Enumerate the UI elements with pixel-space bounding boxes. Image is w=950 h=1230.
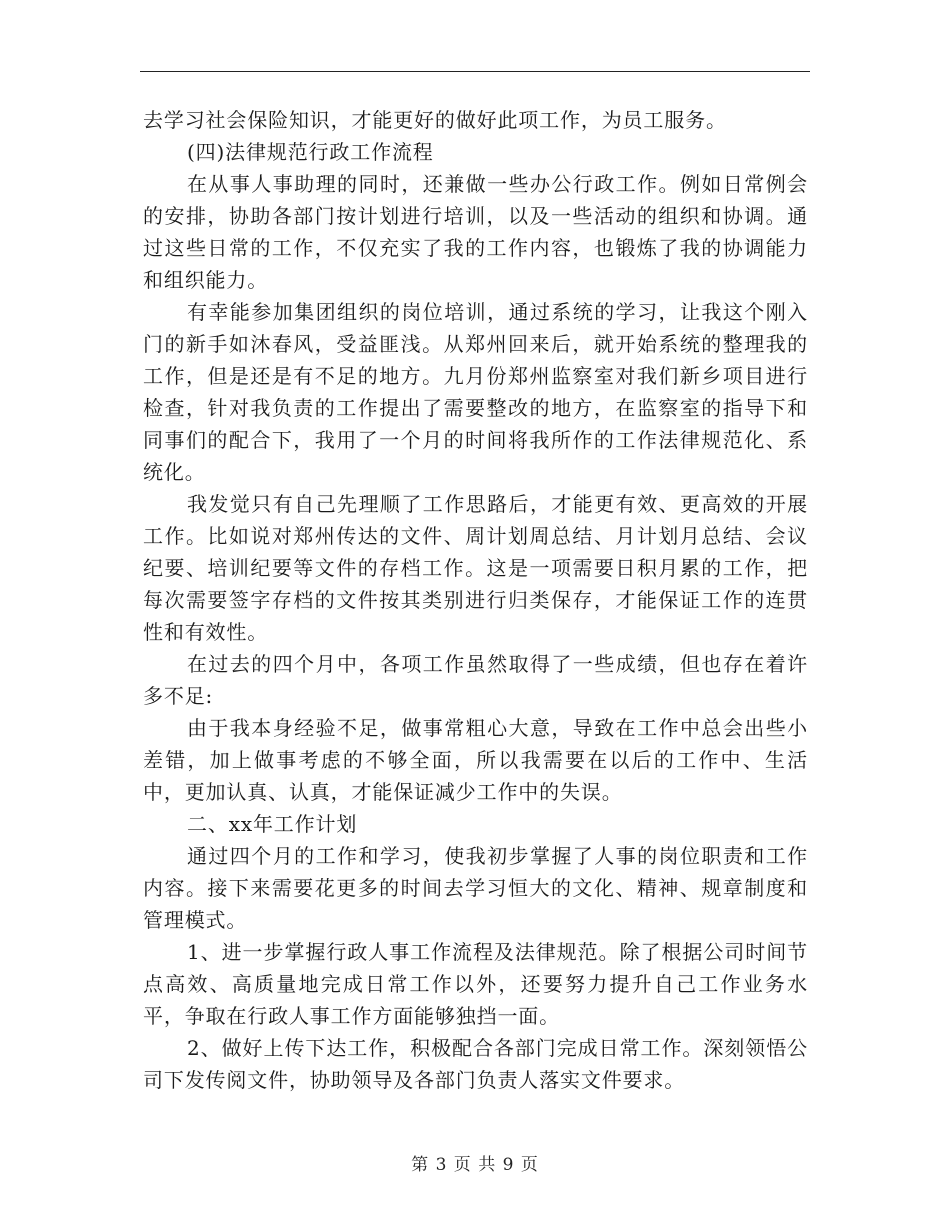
paragraph-training: 有幸能参加集团组织的岗位培训，通过系统的学习，让我这个刚入门的新手如沐春风，受益匪浅。从郑州回来后，就开始系统的整理我的工作，但是还是有不足的地方。九月份郑州监察室对我们新乡项目进行检查，针对我负责的工作提出了需要整改的地方，在监察室的指导下和同事们的配合下，我用了一个月的时间将我所作的工作法律规范化、系统化。 xyxy=(143,300,808,484)
section-heading-plan: 二、xx年工作计划 xyxy=(187,812,358,836)
paragraph-plan-intro: 通过四个月的工作和学习，使我初步掌握了人事的岗位职责和工作内容。接下来需要花更多的时间去学习恒大的文化、精神、规章制度和管理模式。 xyxy=(143,844,808,932)
paragraph-archiving: 我发觉只有自己先理顺了工作思路后，才能更有效、更高效的开展工作。比如说对郑州传达的文件、周计划周总结、月计划月总结、会议纪要、培训纪要等文件的存档工作。这是一项需要日积月累的工作，把每次需要签字存档的文件按其类别进行归类保存，才能保证工作的连贯性和有效性。 xyxy=(143,492,808,644)
paragraph-admin-work: 在从事人事助理的同时，还兼做一些办公行政工作。例如日常例会的安排，协助各部门按计划进行培训，以及一些活动的组织和协调。通过这些日常的工作，不仅充实了我的工作内容，也锻炼了我的协调能力和组织能力。 xyxy=(143,172,808,292)
page-number: 第 3 页 共 9 页 xyxy=(411,1155,539,1175)
paragraph-plan-item-1: 1、进一步掌握行政人事工作流程及法律规范。除了根据公司时间节点高效、高质量地完成日常工作以外，还要努力提升自己工作业务水平，争取在行政人事工作方面能够独挡一面。 xyxy=(143,940,808,1028)
paragraph-continuation: 去学习社会保险知识，才能更好的做好此项工作，为员工服务。 xyxy=(143,108,727,132)
header-rule xyxy=(140,71,810,72)
paragraph-shortcomings: 由于我本身经验不足，做事常粗心大意，导致在工作中总会出些小差错，加上做事考虑的不够全面，所以我需要在以后的工作中、生活中，更加认真、认真，才能保证减少工作中的失误。 xyxy=(143,716,808,804)
paragraph-plan-item-2: 2、做好上传下达工作，积极配合各部门完成日常工作。深刻领悟公司下发传阅文件，协助领导及各部门负责人落实文件要求。 xyxy=(143,1036,808,1092)
paragraph-shortcomings-intro: 在过去的四个月中，各项工作虽然取得了一些成绩，但也存在着许多不足: xyxy=(143,652,808,708)
section-heading-4: (四)法律规范行政工作流程 xyxy=(187,140,434,164)
document-body xyxy=(143,104,808,1096)
